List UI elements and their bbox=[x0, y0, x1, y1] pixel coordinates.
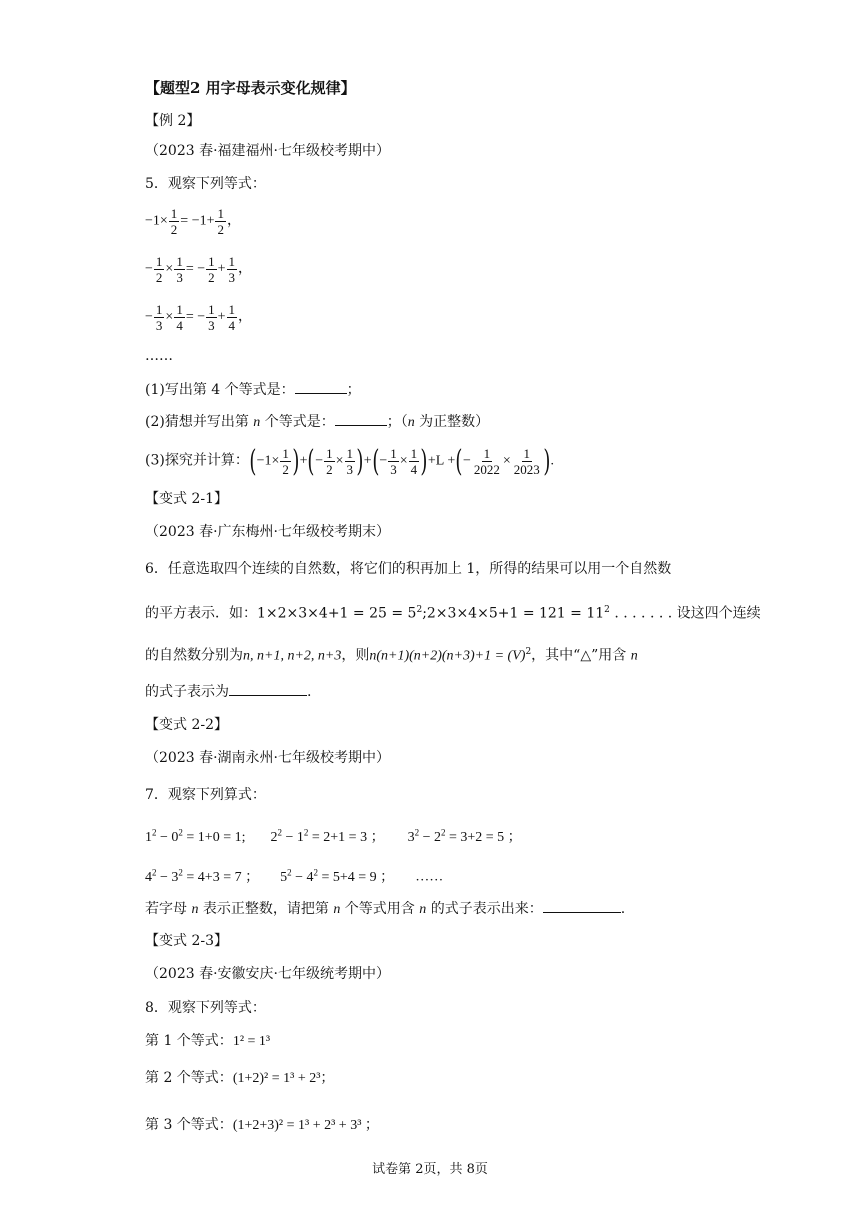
eq2-fraction: $\frac{1}{2}$ bbox=[155, 254, 163, 285]
eq1-lead: −1× bbox=[145, 213, 168, 229]
q3-fraction: $\frac{1}{2022}$ bbox=[473, 446, 500, 477]
answer-blank[interactable] bbox=[295, 379, 347, 394]
variant-2-3-tag: 【变式 2-3】 bbox=[145, 933, 228, 949]
sub-question-3: (3)探究并计算：(−1× $\frac{1}{2}$ )+(− $\frac{1}{2}$ × $\frac{1}{3}$ )+(− $\frac{1}{3}$ × $\frac{1}{4}$ )+L +(− $\frac{1}{2022}$ × $\frac{1}{2023}$ ). bbox=[145, 443, 554, 479]
q3-fraction: $\frac{1}{4}$ bbox=[410, 446, 418, 477]
answer-blank[interactable] bbox=[229, 681, 307, 696]
question-8-line-2: 第 2 个等式：(1+2)² = 1³ + 2³； bbox=[145, 1070, 335, 1086]
question-6-line-1: 6．任意选取四个连续的自然数，将它们的积再加上 1，所得的结果可以用一个自然数 bbox=[145, 561, 672, 577]
example-source: （2023 春·福建福州·七年级校考期中） bbox=[145, 143, 390, 159]
variant-2-3-source: （2023 春·安徽安庆·七年级统考期中） bbox=[145, 966, 390, 982]
variant-2-1-source: （2023 春·广东梅州·七年级校考期末） bbox=[145, 524, 390, 540]
variant-2-2-source: （2023 春·湖南永州·七年级校考期中） bbox=[145, 750, 390, 766]
question-7-ask: 若字母 n 表示正整数，请把第 n 个等式用含 n 的式子表示出来： . bbox=[145, 898, 625, 920]
question-6-line-4: 的式子表示为 . bbox=[145, 681, 311, 702]
question-6-line-3: 的自然数分别为n, n+1, n+2, n+3，则$n(n+1)(n+2)(n+3)+1 = (V)^2$，其中“△”用含 n bbox=[145, 647, 638, 664]
q3-fraction: $\frac{1}{2}$ bbox=[326, 446, 333, 477]
question-7-row-2 bbox=[145, 862, 443, 888]
calc-item: $5^2 - 4^2 = 5+4 = 9$ ； bbox=[280, 867, 395, 885]
answer-blank[interactable] bbox=[543, 898, 621, 913]
answer-blank[interactable] bbox=[335, 411, 387, 426]
question-6-line-2: 的平方表示．如：$1\times 2\times 3\times 4+1 = 25 = 5^2;2\times 3\times 4\times 5+1 = 121 = 11^2$ . . . . . . . 设这四个连续 bbox=[145, 605, 761, 622]
sub-question-1: (1)写出第 4 个等式是： ； bbox=[145, 379, 361, 400]
ellipsis: …… bbox=[145, 348, 173, 364]
example-tag: 【例 2】 bbox=[145, 113, 201, 129]
equation-2: − $\frac{1}{2}$ × $\frac{1}{3}$ = − $\frac{1}{2}$ + $\frac{1}{3}$ ， bbox=[145, 254, 253, 285]
eq1-mid: = −1+ bbox=[180, 213, 215, 229]
section-title: 【题型2 用字母表示变化规律】 bbox=[145, 79, 356, 97]
eq3-fraction: $\frac{1}{3}$ bbox=[155, 302, 163, 333]
equation-1: −1× $\frac{1}{2}$ = −1+ $\frac{1}{2}$ ， bbox=[145, 206, 241, 237]
page-footer: 试卷第 2页，共 8页 bbox=[372, 1162, 488, 1177]
ellipsis: …… bbox=[415, 869, 444, 885]
eq2-fraction: $\frac{1}{3}$ bbox=[228, 254, 236, 285]
sub-question-2: (2)猜想并写出第 n 个等式是： ；（n 为正整数） bbox=[145, 411, 489, 433]
question-8-line-1: 第 1 个等式：1² = 1³ bbox=[145, 1033, 271, 1049]
calc-item: $2^2 - 1^2 = 2+1 = 3$ ； bbox=[270, 827, 385, 845]
calc-item: $4^2 - 3^2 = 4+3 = 7$ ； bbox=[145, 867, 260, 885]
question-7-row-1 bbox=[145, 822, 522, 848]
eq3-fraction: $\frac{1}{4}$ bbox=[228, 302, 236, 333]
question-8-stem: 8．观察下列等式： bbox=[145, 1000, 266, 1016]
eq1-fraction-a: $\frac{1}{2}$ bbox=[170, 206, 178, 237]
q3-fraction: $\frac{1}{2}$ bbox=[282, 446, 289, 477]
q3-fraction: $\frac{1}{2023}$ bbox=[513, 446, 540, 477]
equation-3: − $\frac{1}{3}$ × $\frac{1}{4}$ = − $\frac{1}{3}$ + $\frac{1}{4}$ ， bbox=[145, 302, 253, 333]
eq3-fraction: $\frac{1}{3}$ bbox=[208, 302, 215, 333]
eq1-fraction-b: $\frac{1}{2}$ bbox=[217, 206, 224, 237]
variant-2-2-tag: 【变式 2-2】 bbox=[145, 717, 228, 733]
q3-fraction: $\frac{1}{3}$ bbox=[390, 446, 397, 477]
eq2-fraction: $\frac{1}{2}$ bbox=[208, 254, 215, 285]
question-7-stem: 7．观察下列算式： bbox=[145, 787, 266, 803]
variant-2-1-tag: 【变式 2-1】 bbox=[145, 491, 228, 507]
calc-item: $3^2 - 2^2 = 3+2 = 5$ ； bbox=[407, 827, 522, 845]
question-8-line-3: 第 3 个等式：(1+2+3)² = 1³ + 2³ + 3³ ； bbox=[145, 1117, 379, 1133]
q3-fraction: $\frac{1}{3}$ bbox=[346, 446, 354, 477]
question-5-stem: 5．观察下列等式： bbox=[145, 176, 266, 192]
eq2-fraction: $\frac{1}{3}$ bbox=[176, 254, 183, 285]
calc-item: $1^2 - 0^2 = 1+0 = 1$; bbox=[145, 827, 246, 845]
eq3-fraction: $\frac{1}{4}$ bbox=[176, 302, 183, 333]
